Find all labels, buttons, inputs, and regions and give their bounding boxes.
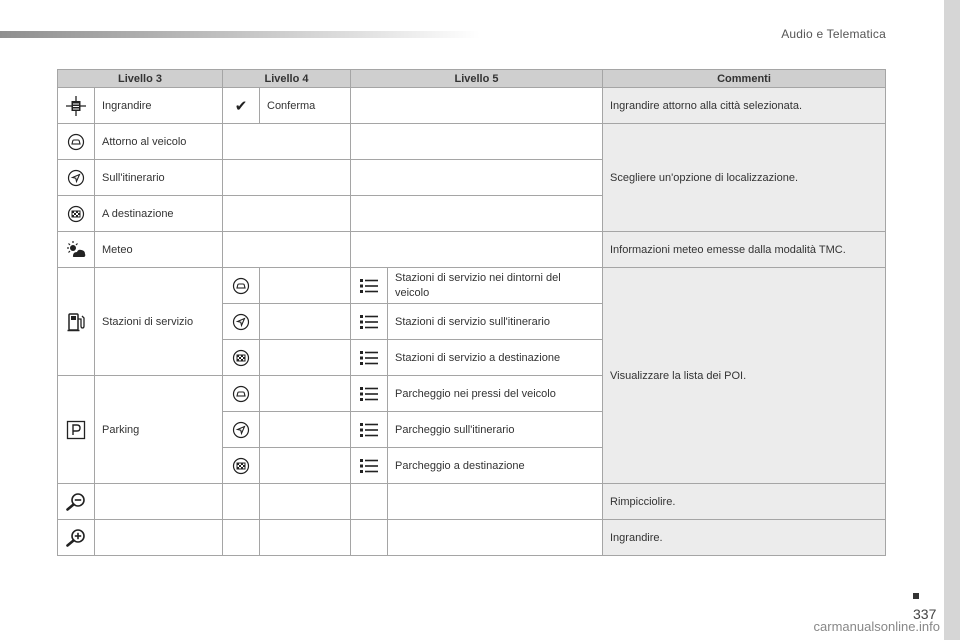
route-icon-cell [223,412,260,448]
route-icon-cell [223,304,260,340]
route-icon-cell [58,160,95,196]
empty-cell [351,88,603,124]
table-row [58,124,886,160]
empty-cell [351,484,388,520]
list-icon-cell [351,448,388,484]
row-label-attorno-al-veicolo: Attorno al veicolo [95,124,223,160]
empty-cell [388,484,603,520]
destination-icon-cell [58,196,95,232]
check-icon-cell [223,88,260,124]
destination-flag-icon [232,349,250,367]
empty-cell [351,520,388,556]
empty-cell [388,520,603,556]
zoom-out-icon [65,492,87,512]
empty-cell [351,124,603,160]
empty-cell [260,340,351,376]
destination-flag-icon [232,457,250,475]
empty-cell [351,232,603,268]
list-icon [359,386,379,402]
empty-cell [260,304,351,340]
vehicle-icon-cell [223,268,260,304]
level5-stazioni-itinerario: Stazioni di servizio sull'itinerario [388,304,603,340]
destination-icon-cell [223,340,260,376]
comment-lista-poi: Visualizzare la lista dei POI. [603,268,886,484]
destination-flag-icon [67,205,85,223]
column-header-commenti: Commenti [603,70,886,88]
header-gradient-bar [0,31,480,38]
list-icon [359,458,379,474]
empty-cell [223,124,351,160]
table-row [58,88,886,124]
list-icon-cell [351,412,388,448]
list-icon-cell [351,268,388,304]
comment-localizzazione: Scegliere un'opzione di localizzazione. [603,124,886,232]
empty-cell [223,160,351,196]
route-icon [232,421,250,439]
level5-parcheggio-destinazione: Parcheggio a destinazione [388,448,603,484]
vehicle-icon-cell [58,124,95,160]
row-label-stazioni-di-servizio: Stazioni di servizio [95,268,223,376]
zoom-map-icon-cell [58,88,95,124]
empty-cell [260,268,351,304]
table-row [58,232,886,268]
list-icon-cell [351,304,388,340]
comment-rimpicciolire: Rimpicciolire. [603,484,886,520]
zoom-in-icon [65,528,87,548]
list-icon [359,314,379,330]
section-title: Audio e Telematica [781,27,886,41]
empty-cell [223,232,351,268]
empty-cell [351,160,603,196]
route-icon [67,169,85,187]
empty-cell [260,520,351,556]
zoom-in-icon-cell [58,520,95,556]
side-strip [944,0,960,640]
comment-ingrandire: Ingrandire. [603,520,886,556]
column-header-livello-5: Livello 5 [351,70,603,88]
vehicle-icon [232,277,250,295]
list-icon-cell [351,340,388,376]
row-label-sull-itinerario: Sull'itinerario [95,160,223,196]
route-icon [232,313,250,331]
zoom-out-icon-cell [58,484,95,520]
table-header-row [58,70,886,88]
empty-cell [223,196,351,232]
level5-parcheggio-itinerario: Parcheggio sull'itinerario [388,412,603,448]
destination-icon-cell [223,448,260,484]
empty-cell [260,412,351,448]
empty-cell [95,520,223,556]
table-row [58,484,886,520]
list-icon [359,350,379,366]
weather-icon-cell [58,232,95,268]
level4-label-conferma: Conferma [260,88,351,124]
vehicle-icon-cell [223,376,260,412]
vehicle-icon [232,385,250,403]
row-label-parking: Parking [95,376,223,484]
row-label-ingrandire: Ingrandire [95,88,223,124]
empty-cell [260,484,351,520]
level5-stazioni-dintorni: Stazioni di servizio nei dintorni del veicolo [388,268,603,304]
empty-cell [223,484,260,520]
fuel-station-icon [66,311,86,333]
level5-stazioni-destinazione: Stazioni di servizio a destinazione [388,340,603,376]
level5-parcheggio-veicolo: Parcheggio nei pressi del veicolo [388,376,603,412]
parking-icon-cell [58,376,95,484]
comment-ingrandire-citta: Ingrandire attorno alla città selezionata. [603,88,886,124]
menu-table [57,69,886,556]
row-label-a-destinazione: A destinazione [95,196,223,232]
list-icon [359,422,379,438]
table-row [58,520,886,556]
empty-cell [260,376,351,412]
vehicle-icon [67,133,85,151]
empty-cell [95,484,223,520]
empty-cell [351,196,603,232]
empty-cell [260,448,351,484]
table-row [58,268,886,304]
list-icon [359,278,379,294]
page-marker [913,593,919,599]
list-icon-cell [351,376,388,412]
comment-meteo: Informazioni meteo emesse dalla modalità TMC. [603,232,886,268]
check-icon: ✔ [234,97,248,115]
column-header-livello-3: Livello 3 [58,70,223,88]
watermark: carmanualsonline.info [813,619,940,634]
page-number: 337 [913,606,937,622]
row-label-meteo: Meteo [95,232,223,268]
weather-icon [65,240,87,260]
column-header-livello-4: Livello 4 [223,70,351,88]
empty-cell [223,520,260,556]
fuel-icon-cell [58,268,95,376]
zoom-map-icon [65,95,87,117]
parking-icon [66,420,86,440]
